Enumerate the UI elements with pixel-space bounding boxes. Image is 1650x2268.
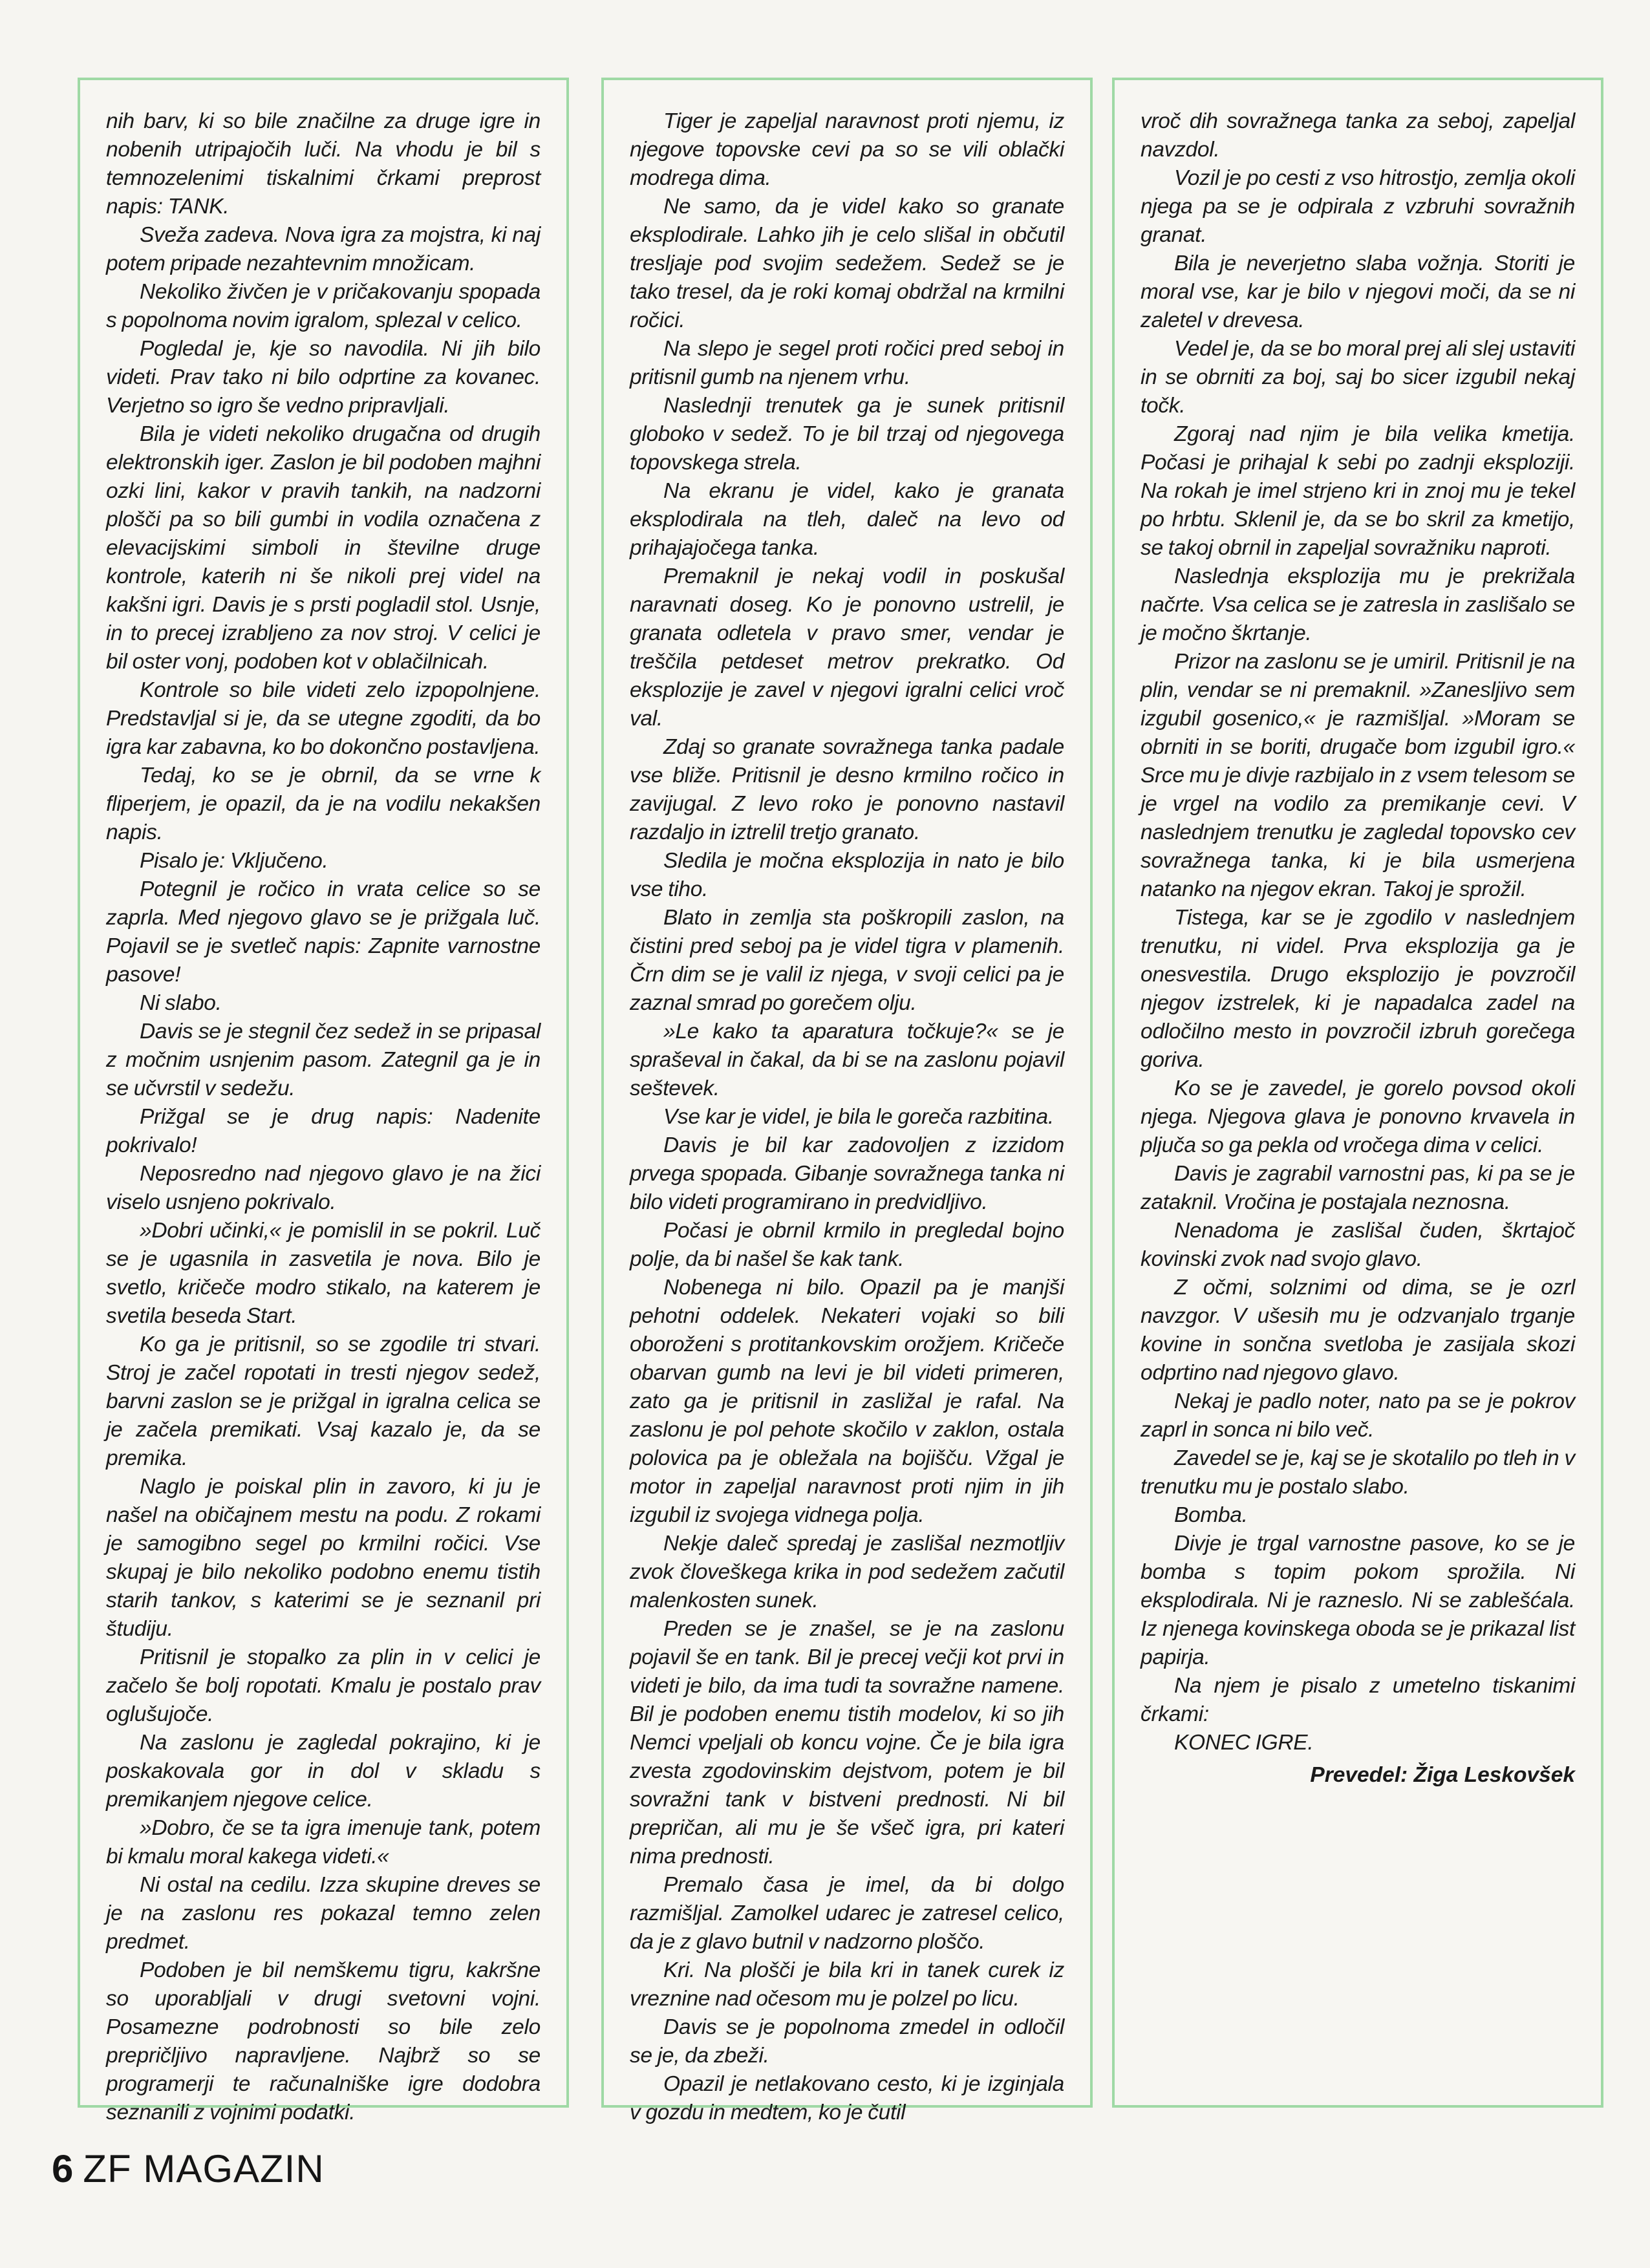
paragraph: Tistega, kar se je zgodilo v naslednjem trenutku, ni videl. Prva eksplozija ga je onesvestila. Drugo eksplozijo je povzročil njegov izstrelek, ki je napadalca zadel na odločilno mesto in povzročil izbruh gorečega goriva. — [1141, 906, 1575, 1072]
paragraph: Ko ga je pritisnil, so se zgodile tri stvari. Stroj je začel ropotati in tresti njegov sedež, barvni zaslon se je prižgal in igralna celica se je začela premikati. Vsaj kazalo je, da se premika. — [106, 1332, 541, 1470]
paragraph: Nobenega ni bilo. Opazil pa je manjši pehotni oddelek. Nekateri vojaki so bili oboroženi s protitankovskim orožjem. Kričeče obarvan gumb na levi je bil videti primeren, zato ga je pritisnil in zasližal je rafal. Na zaslonu je pol pehote skočilo v zaklon, ostala polovica pa je obležala na bojišču. Vžgal je motor in zapeljal naravnost proti njim in jih izgubil iz svojega vidnega polja. — [630, 1276, 1064, 1527]
page-footer — [52, 2146, 325, 2192]
paragraph: Ni slabo. — [140, 991, 222, 1015]
paragraph: Naglo je poiskal plin in zavoro, ki ju je našel na običajnem mestu na podu. Z rokami je samogibno segel po krmilni ročici. Vse skupaj je bilo nekoliko podobno enemu tistih starih tankov, s katerimi se je seznanil pri študiju. — [106, 1475, 541, 1641]
paragraph: Z očmi, solznimi od dima, se je ozrl navzgor. V ušesih mu je odzvanjalo trganje kovine in sončna svetloba je zasijala skozi odprtino nad njegovo glavo. — [1141, 1276, 1575, 1385]
paragraph: Premaknil je nekaj vodil in poskušal naravnati doseg. Ko je ponovno ustrelil, je granata odletela v pravo smer, vendar je treščila petdeset metrov prekratko. Od eksplozije je zavel v njegovi igralni celici vroč val. — [630, 564, 1064, 731]
paragraph: Vozil je po cesti z vso hitrostjo, zemlja okoli njega pa se je odpirala z vzbruhi sovražnih granat. — [1141, 166, 1575, 247]
paragraph: Podoben je bil nemškemu tigru, kakršne so uporabljali v drugi svetovni vojni. Posamezne podrobnosti so bile zelo prepričljivo napravljene. Najbrž so se programerji te računalniške igre dodobra seznanili z vojnimi podatki. — [106, 1958, 541, 2124]
paragraph: Davis se je stegnil čez sedež in se pripasal z močnim usnjenim pasom. Zategnil ga je in se učvrstil v sedežu. — [106, 1020, 541, 1100]
paragraph: Blato in zemlja sta poškropili zaslon, na čistini pred seboj pa je videl tigra v plamenih. Črn dim se je valil iz njega, v svoji celici pa je zaznal smrad po gorečem olju. — [630, 906, 1064, 1015]
paragraph: Na slepo je segel proti ročici pred seboj in pritisnil gumb na njenem vrhu. — [630, 337, 1064, 389]
paragraph: Na ekranu je videl, kako je granata eksplodirala na tleh, daleč na levo od prihajajočega tanka. — [630, 479, 1064, 560]
translator-credit: Prevedel: Žiga Leskovšek — [1310, 1763, 1575, 1787]
paragraph: Zgoraj nad njim je bila velika kmetija. Počasi je prihajal k sebi po zadnji eksploziji. Na rokah je imel strjeno kri in znoj mu je tekel po hrbtu. Sklenil je, da se bo skril za kmetijo, se takoj obrnil in zapeljal sovražniku naproti. — [1141, 422, 1575, 560]
paragraph: Vse kar je videl, je bila le goreča razbitina. — [663, 1105, 1054, 1129]
paragraph: Ko se je zavedel, je gorelo povsod okoli njega. Njegova glava je ponovno krvavela in pljuča so ga pekla od vročega dima v celici. — [1141, 1076, 1575, 1157]
paragraph: Pisalo je: Vključeno. — [140, 849, 328, 873]
paragraph: Prižgal se je drug napis: Nadenite pokrivalo! — [106, 1105, 541, 1157]
paragraph: Premalo časa je imel, da bi dolgo razmišljal. Zamolkel udarec je zatresel celico, da je z glavo butnil v nadzorno ploščo. — [630, 1873, 1064, 1954]
paragraph: Potegnil je ročico in vrata celice so se zaprla. Med njegovo glavo se je prižgala luč. Pojavil se je svetleč napis: Zapnite varnostne pasove! — [106, 877, 541, 987]
paragraph: Tiger je zapeljal naravnost proti njemu, iz njegove topovske cevi pa so se vili oblački modrega dima. — [630, 109, 1064, 190]
paragraph: Na njem je pisalo z umetelno tiskanimi črkami: — [1141, 1674, 1575, 1726]
paragraph: Kontrole so bile videti zelo izpopolnjene. Predstavljal si je, da se utegne zgoditi, da bo igra kar zabavna, ko bo dokončno postavljena. — [106, 678, 541, 759]
paragraph: Pogledal je, kje so navodila. Ni jih bilo videti. Prav tako ni bilo odprtine za kovanec. Verjetno so igro še vedno pripravljali. — [106, 337, 541, 418]
paragraph: Ne samo, da je videl kako so granate eksplodirale. Lahko jih je celo slišal in občutil tresljaje pod svojim sedežem. Sedež se je tako tresel, da je roki komaj obdržal na krmilni ročici. — [630, 195, 1064, 332]
paragraph: Opazil je netlakovano cesto, ki je izginjala v gozdu in medtem, ko je čutil — [630, 2072, 1064, 2124]
paragraph: Davis se je popolnoma zmedel in odločil se je, da zbeži. — [630, 2015, 1064, 2068]
paragraph: Bila je neverjetno slaba vožnja. Storiti je moral vse, kar je bilo v njegovi moči, da se ni zaletel v drevesa. — [1141, 251, 1575, 332]
paragraph: Zdaj so granate sovražnega tanka padale vse bliže. Pritisnil je desno krmilno ročico in zavijugal. Z levo roko je ponovno nastavil razdaljo in iztrelil tretjo granato. — [630, 735, 1064, 844]
paragraph: Zavedel se je, kaj se je skotalilo po tleh in v trenutku mu je postalo slabo. — [1141, 1446, 1575, 1499]
paragraph: Bomba. — [1174, 1503, 1248, 1527]
magazine-name: ZF MAGAZIN — [83, 2147, 325, 2190]
paragraph: Nekoliko živčen je v pričakovanju spopada s popolnoma novim igralom, splezal v celico. — [106, 280, 541, 332]
paragraph: Divje je trgal varnostne pasove, ko se je bomba s topim pokom sprožila. Ni eksplodirala. Ni je razneslo. Ni se zablešćala. Iz njenega kovinskega oboda se je prikazal list papirja. — [1141, 1532, 1575, 1669]
paragraph: Pritisnil je stopalko za plin in v celici je začelo še bolj ropotati. Kmalu je postalo prav oglušujoče. — [106, 1645, 541, 1726]
paragraph: Bila je videti nekoliko drugačna od drugih elektronskih iger. Zaslon je bil podoben majhni ozki lini, kakor v pravih tankih, na nadzorni plošči pa so bili gumbi in vodila označena z elevacijskimi simboli in številne druge kontrole, katerih ni še nikoli prej videl na kakšni igri. Davis je s prsti pogladil stol. Usnje, in to precej izrabljeno za nov stroj. V celici je bil oster vonj, podoben kot v oblačilnicah. — [106, 422, 541, 674]
paragraph: Na zaslonu je zagledal pokrajino, ki je poskakovala gor in dol v skladu s premikanjem njegove celice. — [106, 1731, 541, 1812]
paragraph: Nenadoma je zaslišal čuden, škrtajoč kovinski zvok nad svojo glavo. — [1141, 1219, 1575, 1271]
article-column-1 — [78, 78, 569, 2124]
paragraph: vroč dih sovražnega tanka za seboj, zapeljal navzdol. — [1141, 109, 1575, 162]
paragraph: Sledila je močna eksplozija in nato je bilo vse tiho. — [630, 849, 1064, 901]
paragraph: nih barv, ki so bile značilne za druge igre in nobenih utripajočih luči. Na vhodu je bil s temnozelenimi tiskalnimi črkami preprost napis: TANK. — [106, 109, 541, 219]
paragraph: Tedaj, ko se je obrnil, da se vrne k fliperjem, je opazil, da je na vodilu nekakšen napis. — [106, 764, 541, 844]
paragraph: Sveža zadeva. Nova igra za mojstra, ki naj potem pripade nezahtevnim množicam. — [106, 223, 541, 275]
paragraph: Naslednja eksplozija mu je prekrižala načrte. Vsa celica se je zatresla in zaslišalo se je močno škrtanje. — [1141, 564, 1575, 645]
paragraph: Počasi je obrnil krmilo in pregledal bojno polje, da bi našel še kak tank. — [630, 1219, 1064, 1271]
paragraph: KONEC IGRE. — [1174, 1731, 1314, 1755]
paragraph: Kri. Na plošči je bila kri in tanek curek iz vreznine nad očesom mu je polzel po licu. — [630, 1958, 1064, 2011]
paragraph: Prizor na zaslonu se je umiril. Pritisnil je na plin, vendar se ni premaknil. »Zanesljivo sem izgubil gosenico,« je razmišljal. »Moram se obrniti in se boriti, drugače bom izgubil igro.« Srce mu je divje razbijalo in z vsem telesom se je vrgel na vodilo za premikanje cevi. V naslednjem trenutku je zagledal topovsko cev sovražnega tanka, ki je bila usmerjena natanko na njegov ekran. Takoj je sprožil. — [1141, 650, 1575, 901]
article-column-2 — [601, 78, 1093, 2124]
paragraph: »Le kako ta aparatura točkuje?« se je spraševal in čakal, da bi se na zaslonu pojavil seštevek. — [630, 1020, 1064, 1100]
paragraph: Ni ostal na cedilu. Izza skupine dreves se je na zaslonu res pokazal temno zelen predmet. — [106, 1873, 541, 1954]
paragraph: »Dobro, če se ta igra imenuje tank, potem bi kmalu moral kakega videti.« — [106, 1816, 541, 1868]
paragraph: Davis je zagrabil varnostni pas, ki pa se je zataknil. Vročina je postajala neznosna. — [1141, 1162, 1575, 1214]
page-number: 6 — [52, 2147, 74, 2190]
paragraph: Vedel je, da se bo moral prej ali slej ustaviti in se obrniti za boj, saj bo sicer izgubil nekaj točk. — [1141, 337, 1575, 418]
paragraph: »Dobri učinki,« je pomislil in se pokril. Luč se je ugasnila in zasvetila je nova. Bilo je svetlo, kričeče modro stikalo, na katerem je svetila beseda Start. — [106, 1219, 541, 1328]
paragraph: Neposredno nad njegovo glavo je na žici viselo usnjeno pokrivalo. — [106, 1162, 541, 1214]
article-column-3 — [1112, 78, 1603, 2108]
paragraph: Nekje daleč spredaj je zaslišal nezmotljiv zvok človeškega krika in pod sedežem začutil malenkosten sunek. — [630, 1532, 1064, 1612]
paragraph: Davis je bil kar zadovoljen z izzidom prvega spopada. Gibanje sovražnega tanka ni bilo videti programirano in predvidljivo. — [630, 1133, 1064, 1214]
paragraph: Nekaj je padlo noter, nato pa se je pokrov zaprl in sonca ni bilo več. — [1141, 1389, 1575, 1442]
paragraph: Preden se je znašel, se je na zaslonu pojavil še en tank. Bil je precej večji kot prvi in videti je bilo, da ima tudi ta sovražne namene. Bil je podoben enemu tistih modelov, ki so jih Nemci vpeljali ob koncu vojne. Če je bila igra zvesta zgodovinskim dejstvom, potem je bil sovražni tank v bistveni prednosti. Ni bil prepričan, ali mu je še všeč igra, pri kateri nima prednosti. — [630, 1617, 1064, 1868]
paragraph: Naslednji trenutek ga je sunek pritisnil globoko v sedež. To je bil trzaj od njegovega topovskega strela. — [630, 394, 1064, 475]
